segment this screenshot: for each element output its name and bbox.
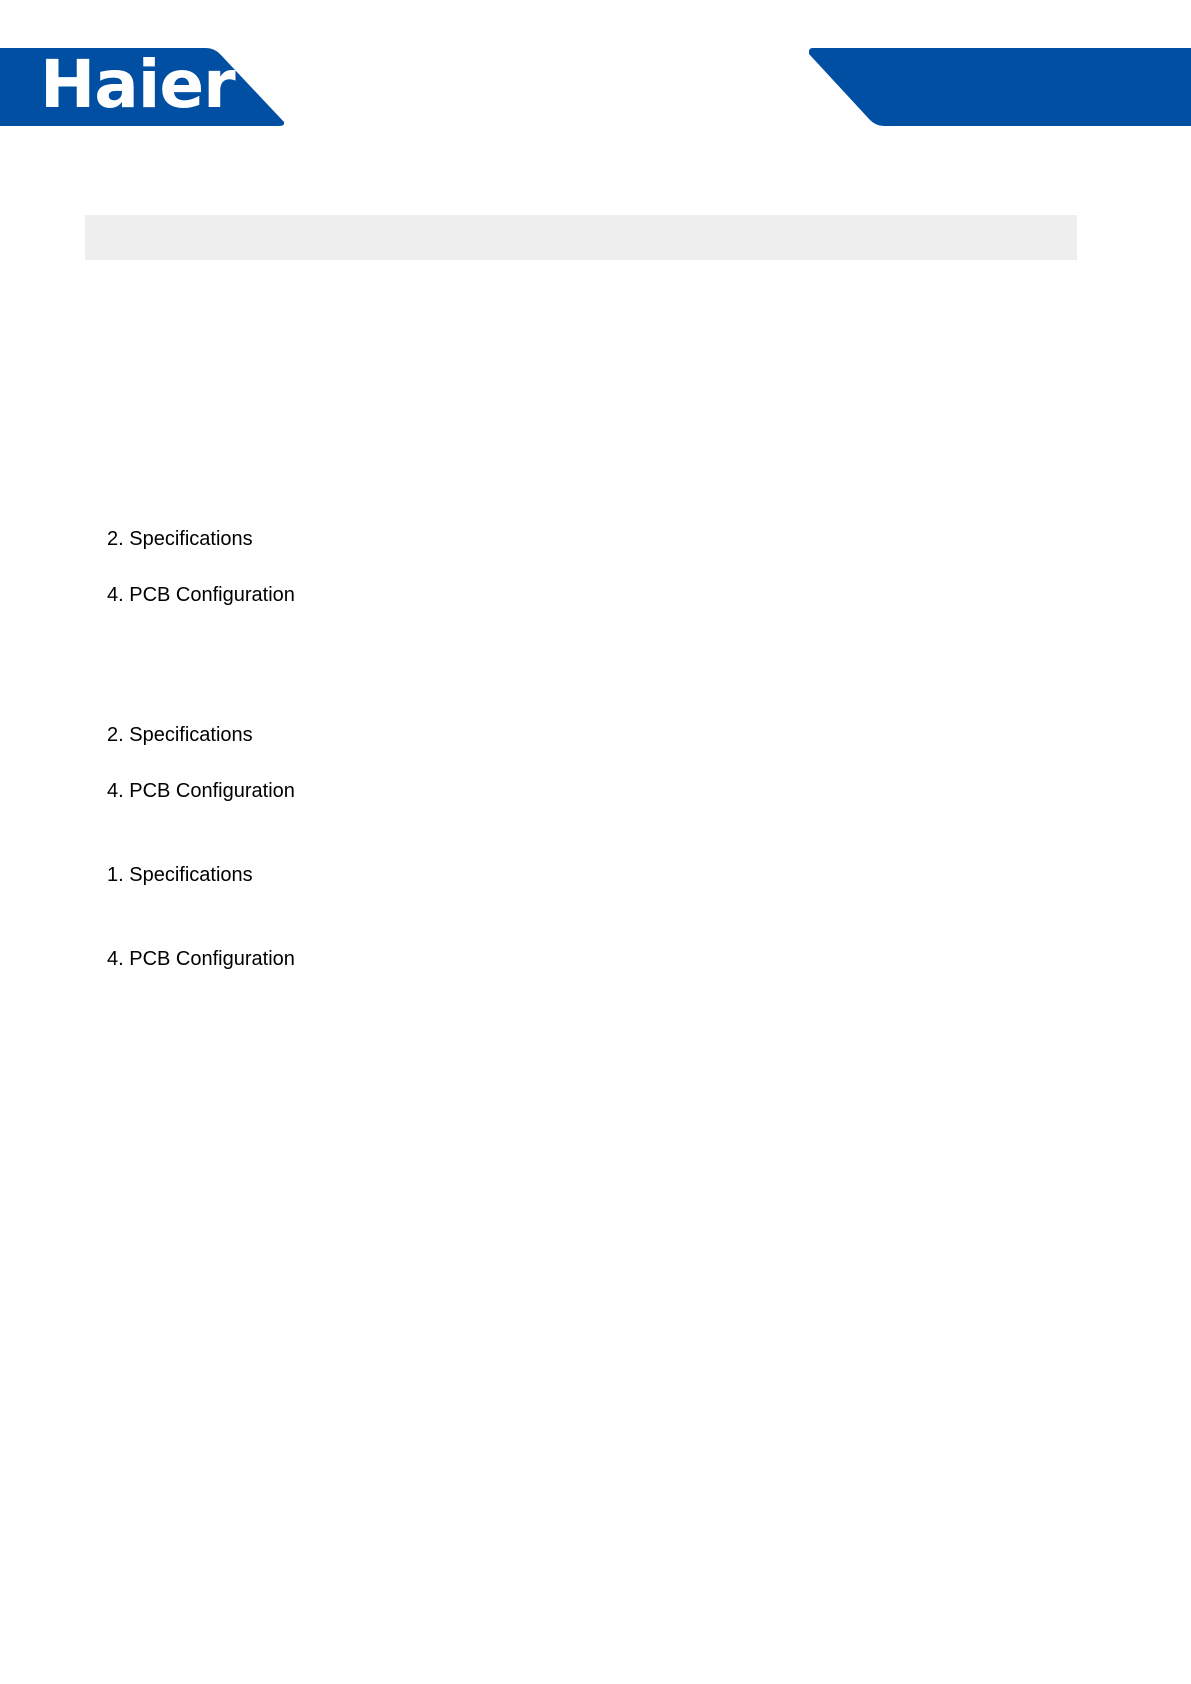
haier-logo: Haier [40, 46, 235, 123]
section-title-bar [85, 215, 1077, 260]
toc-item: 2. Specifications [107, 724, 253, 746]
header-right-banner [809, 48, 1191, 126]
toc-item: 1. Specifications [107, 864, 253, 886]
right-banner-shape [809, 48, 1191, 126]
toc-item: 2. Specifications [107, 528, 253, 550]
toc-item: 4. PCB Configuration [107, 780, 295, 802]
toc-item: 4. PCB Configuration [107, 948, 295, 970]
toc-item: 4. PCB Configuration [107, 584, 295, 606]
